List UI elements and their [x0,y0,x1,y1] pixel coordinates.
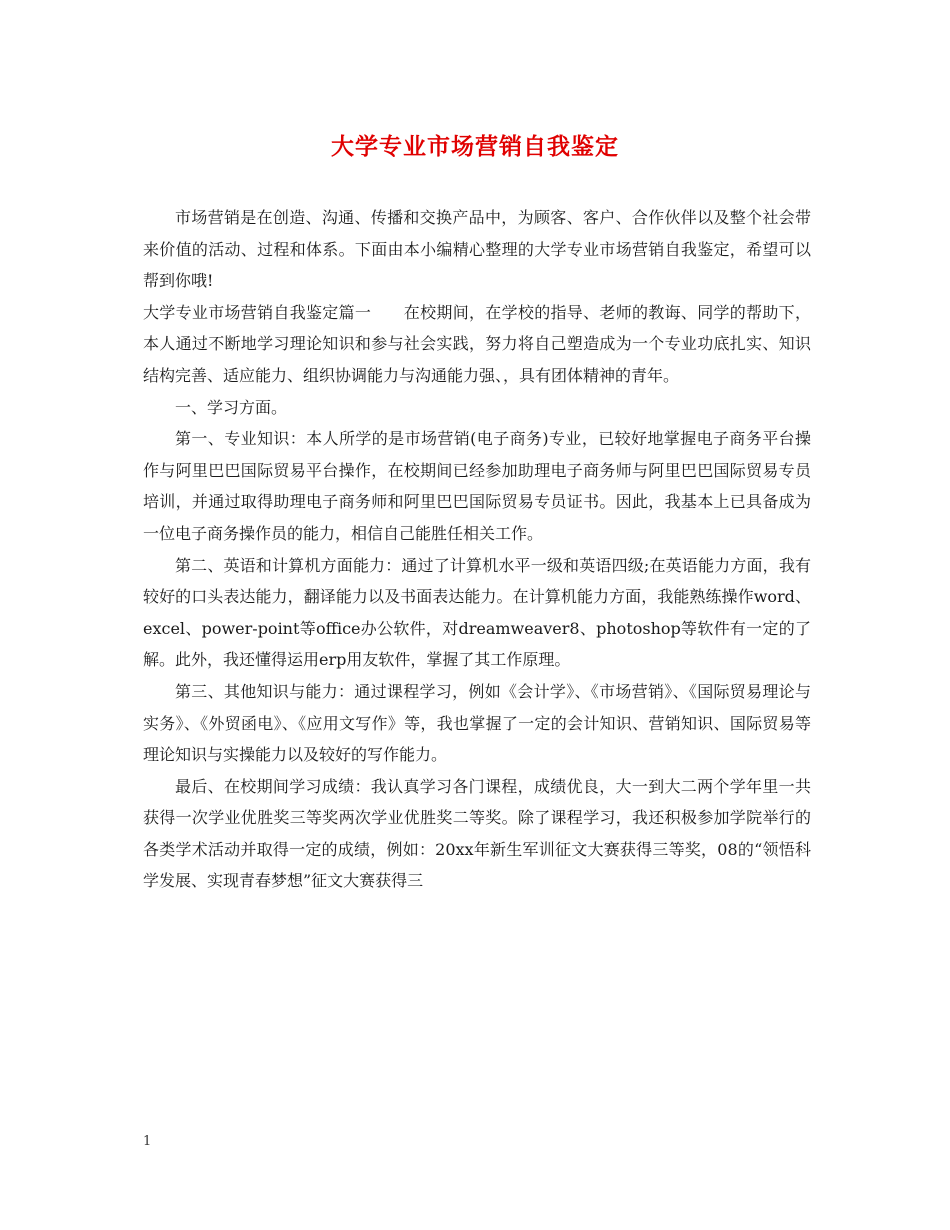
paragraph-academic-results: 最后、在校期间学习成绩：我认真学习各门课程，成绩优良，大一到大二两个学年里一共获得一次学业优胜奖三等奖两次学业优胜奖二等奖。除了课程学习，我还积极参加学院举行的各类学术活动并取得一定的成绩，例如：20xx年新生军训征文大赛获得三等奖，08的“领悟科学发展、实现青春梦想”征文大赛获得三 [143,776,811,891]
paragraph-english-computer: 第二、英语和计算机方面能力：通过了计算机水平一级和英语四级;在英语能力方面，我有较好的口头表达能力，翻译能力以及书面表达能力。在计算机能力方面，我能熟练操作word、excel、power-point等office办公软件，对dreamweaver8、photoshop等软件有一定的了解。此外，我还懂得运用erp用友软件，掌握了其工作原理。 [143,555,811,670]
paragraph-study-heading: 一、学习方面。 [175,397,288,417]
paragraph-professional-knowledge: 第一、专业知识：本人所学的是市场营销(电子商务)专业，已较好地掌握电子商务平台操作与阿里巴巴国际贸易平台操作，在校期间已经参加助理电子商务师与阿里巴巴国际贸易专员培训，并通过取得助理电子商务师和阿里巴巴国际贸易专员证书。因此，我基本上已具备成为一位电子商务操作员的能力，相信自己能胜任相关工作。 [143,429,811,543]
document-title: 大学专业市场营销自我鉴定 [331,133,619,160]
paragraph-section-one: 大学专业市场营销自我鉴定篇一 在校期间，在学校的指导、老师的教诲、同学的帮助下，本人通过不断地学习理论知识和参与社会实践，努力将自己塑造成为一个专业功底扎实、知识结构完善、适应能力、组织协调能力与沟通能力强、，具有团体精神的青年。 [143,302,811,385]
document-body [143,202,811,897]
page-number: 1 [143,1134,152,1149]
paragraph-other-abilities: 第三、其他知识与能力：通过课程学习，例如《会计学》、《市场营销》、《国际贸易理论与实务》、《外贸函电》、《应用文写作》等，我也掌握了一定的会计知识、营销知识、国际贸易等理论知识与实操能力以及较好的写作能力。 [143,681,811,765]
paragraph-intro: 市场营销是在创造、沟通、传播和交换产品中，为顾客、客户、合作伙伴以及整个社会带来价值的活动、过程和体系。下面由本小编精心整理的大学专业市场营销自我鉴定，希望可以帮到你哦! [143,208,811,291]
